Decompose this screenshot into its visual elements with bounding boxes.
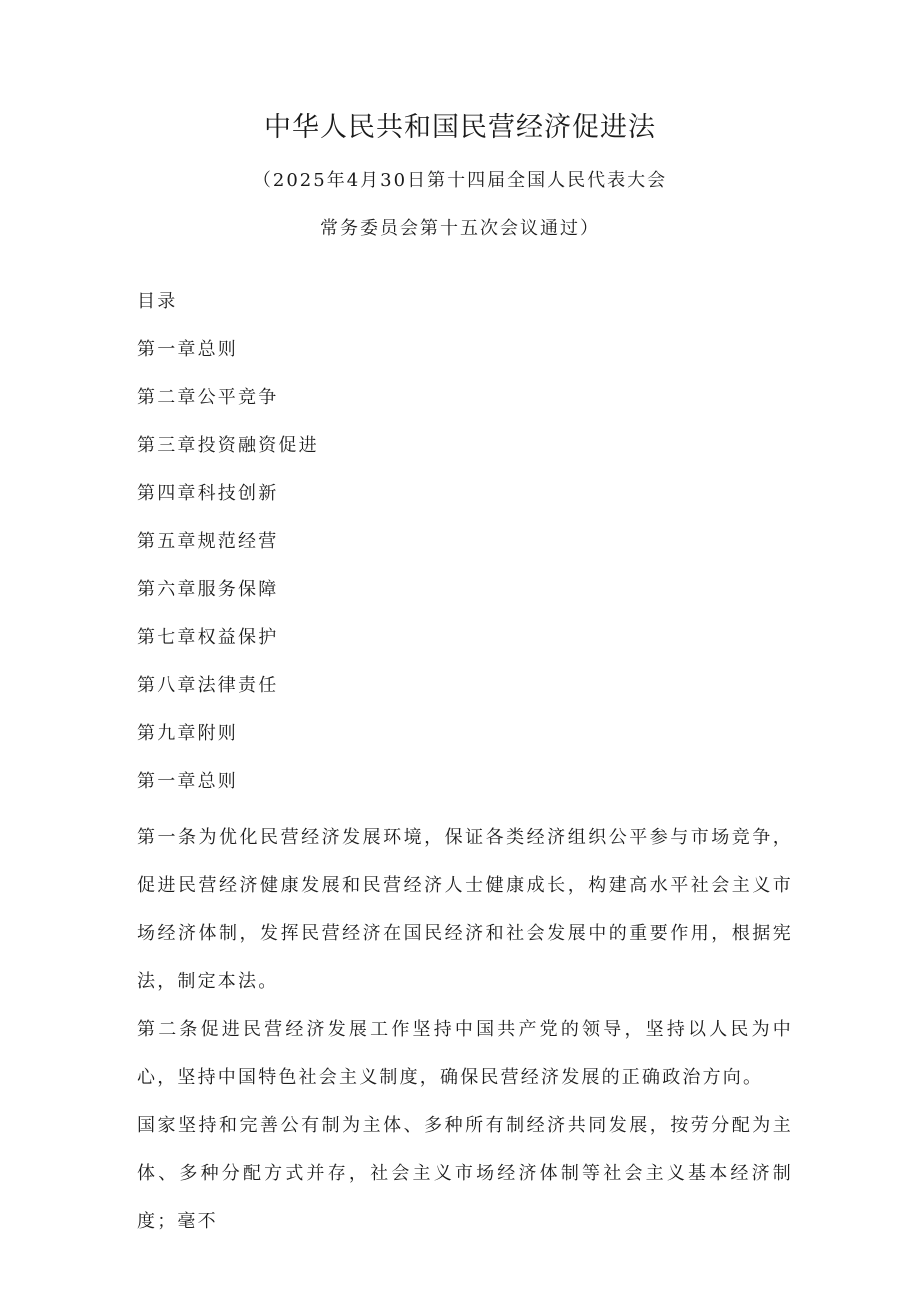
toc-item-chapter-5: 第五章规范经营 [137, 531, 279, 552]
article-2-paragraph: 第二条促进民营经济发展工作坚持中国共产党的领导，坚持以人民为中心，坚持中国特色社会主义制度，确保民营经济发展的正确政治方向。 [137, 1019, 793, 1088]
toc-item-chapter-3: 第三章投资融资促进 [137, 435, 319, 456]
document-subtitle-line2: 常务委员会第十五次会议通过） [320, 218, 600, 239]
toc-item-chapter-4: 第四章科技创新 [137, 483, 279, 504]
article-2-continuation-paragraph: 国家坚持和完善公有制为主体、多种所有制经济共同发展，按劳分配为主体、多种分配方式并存，社会主义市场经济体制等社会主义基本经济制度；毫不 [137, 1115, 793, 1232]
document-title: 中华人民共和国民营经济促进法 [264, 112, 656, 143]
article-1-paragraph: 第一条为优化民营经济发展环境，保证各类经济组织公平参与市场竞争，促进民营经济健康发展和民营经济人士健康成长，构建高水平社会主义市场经济体制，发挥民营经济在国民经济和社会发展中的重要作用，根据宪法，制定本法。 [137, 827, 793, 992]
toc-item-chapter-2: 第二章公平竞争 [137, 387, 279, 408]
toc-item-chapter-7: 第七章权益保护 [137, 627, 279, 648]
toc-item-chapter-8: 第八章法律责任 [137, 675, 279, 696]
toc-item-chapter-6: 第六章服务保障 [137, 579, 279, 600]
toc-item-chapter-1: 第一章总则 [137, 339, 238, 360]
toc-heading: 目录 [137, 291, 178, 312]
chapter-heading: 第一章总则 [137, 771, 238, 792]
document-body [137, 286, 793, 1246]
toc-item-chapter-9: 第九章附则 [137, 723, 238, 744]
document-subtitle-line1: （2025年4月30日第十四届全国人民代表大会 [252, 170, 668, 191]
